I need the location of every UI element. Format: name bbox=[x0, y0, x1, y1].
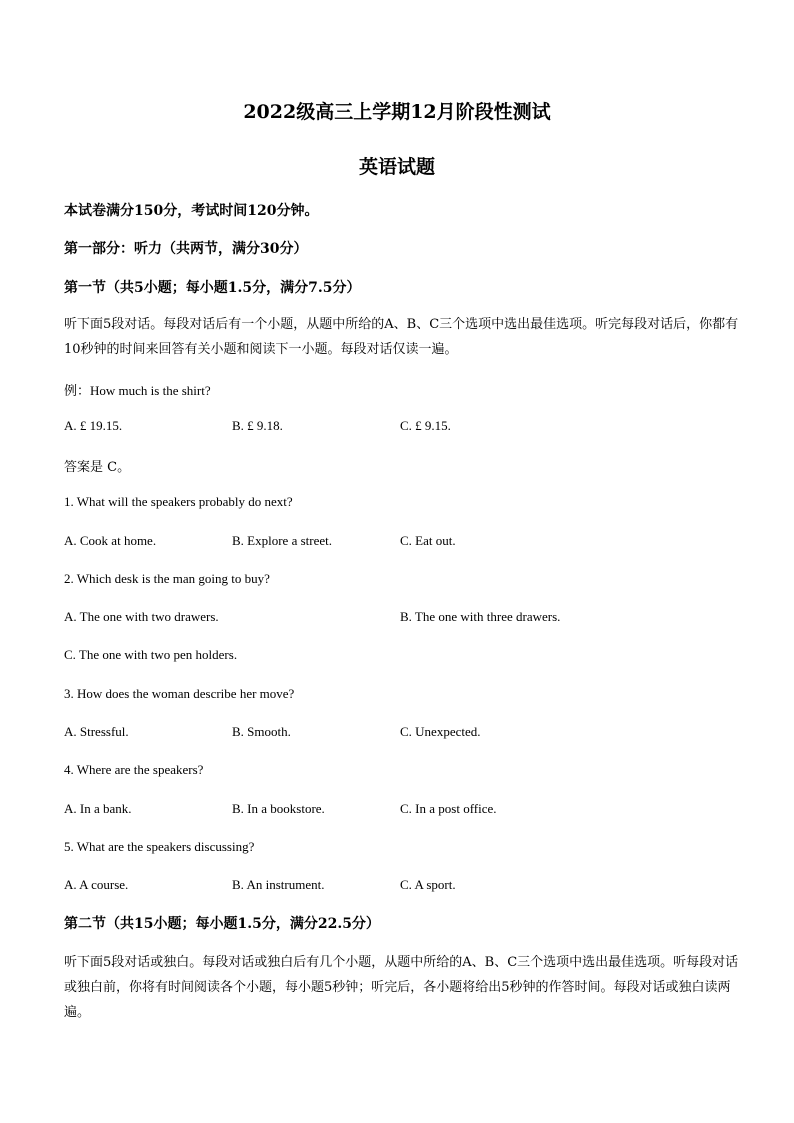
question-5: 5. What are the speakers discussing? bbox=[64, 839, 255, 854]
section1-heading: 第一节（共5小题；每小题1.5分，满分7.5分） bbox=[64, 280, 361, 296]
example-option-a: A. £ 19.15. bbox=[64, 418, 123, 433]
q2-option-a: A. The one with two drawers. bbox=[64, 609, 219, 624]
q3-option-b: B. Smooth. bbox=[232, 724, 291, 739]
section2-instructions: 听下面5段对话或独白。每段对话或独白后有几个小题，从题中所给的A、B、C三个选项中选出最佳选项。听每段对话或独白前，你将有时间阅读各个小题，每小题5秒钟；听完后，各小题将给出5秒钟的作答时间。每段对话或独白读两遍。 bbox=[64, 955, 739, 1020]
question-2: 2. Which desk is the man going to buy? bbox=[64, 571, 270, 586]
intro-text: 本试卷满分150分，考试时间120分钟。 bbox=[64, 203, 319, 219]
question-3: 3. How does the woman describe her move? bbox=[64, 686, 295, 701]
section1-instructions: 听下面5段对话。每段对话后有一个小题，从题中所给的A、B、C三个选项中选出最佳选项。听完每段对话后，你都有10秒钟的时间来回答有关小题和阅读下一小题。每段对话仅读一遍。 bbox=[64, 317, 739, 357]
q4-option-a: A. In a bank. bbox=[64, 801, 132, 816]
q3-option-a: A. Stressful. bbox=[64, 724, 129, 739]
exam-subtitle: 英语试题 bbox=[358, 156, 435, 178]
section2-heading: 第二节（共15小题；每小题1.5分，满分22.5分） bbox=[64, 916, 380, 932]
example-answer: 答案是 C。 bbox=[64, 460, 131, 475]
q4-option-b: B. In a bookstore. bbox=[232, 801, 325, 816]
q1-option-a: A. Cook at home. bbox=[64, 533, 157, 548]
question-1: 1. What will the speakers probably do next? bbox=[64, 494, 293, 509]
q3-option-c: C. Unexpected. bbox=[400, 724, 481, 739]
q4-option-c: C. In a post office. bbox=[400, 801, 497, 816]
exam-title: 2022级高三上学期12月阶段性测试 bbox=[243, 101, 551, 123]
q1-option-c: C. Eat out. bbox=[400, 533, 456, 548]
q5-option-b: B. An instrument. bbox=[232, 877, 325, 892]
part1-heading: 第一部分：听力（共两节，满分30分） bbox=[64, 241, 308, 257]
q5-option-c: C. A sport. bbox=[400, 877, 456, 892]
q5-option-a: A. A course. bbox=[64, 877, 129, 892]
q1-option-b: B. Explore a street. bbox=[232, 533, 332, 548]
example-option-c: C. £ 9.15. bbox=[400, 418, 451, 433]
example-option-b: B. £ 9.18. bbox=[232, 418, 283, 433]
example-question: 例：How much is the shirt? bbox=[64, 383, 211, 398]
q2-option-c: C. The one with two pen holders. bbox=[64, 647, 238, 662]
question-4: 4. Where are the speakers? bbox=[64, 762, 204, 777]
q2-option-b: B. The one with three drawers. bbox=[400, 609, 561, 624]
